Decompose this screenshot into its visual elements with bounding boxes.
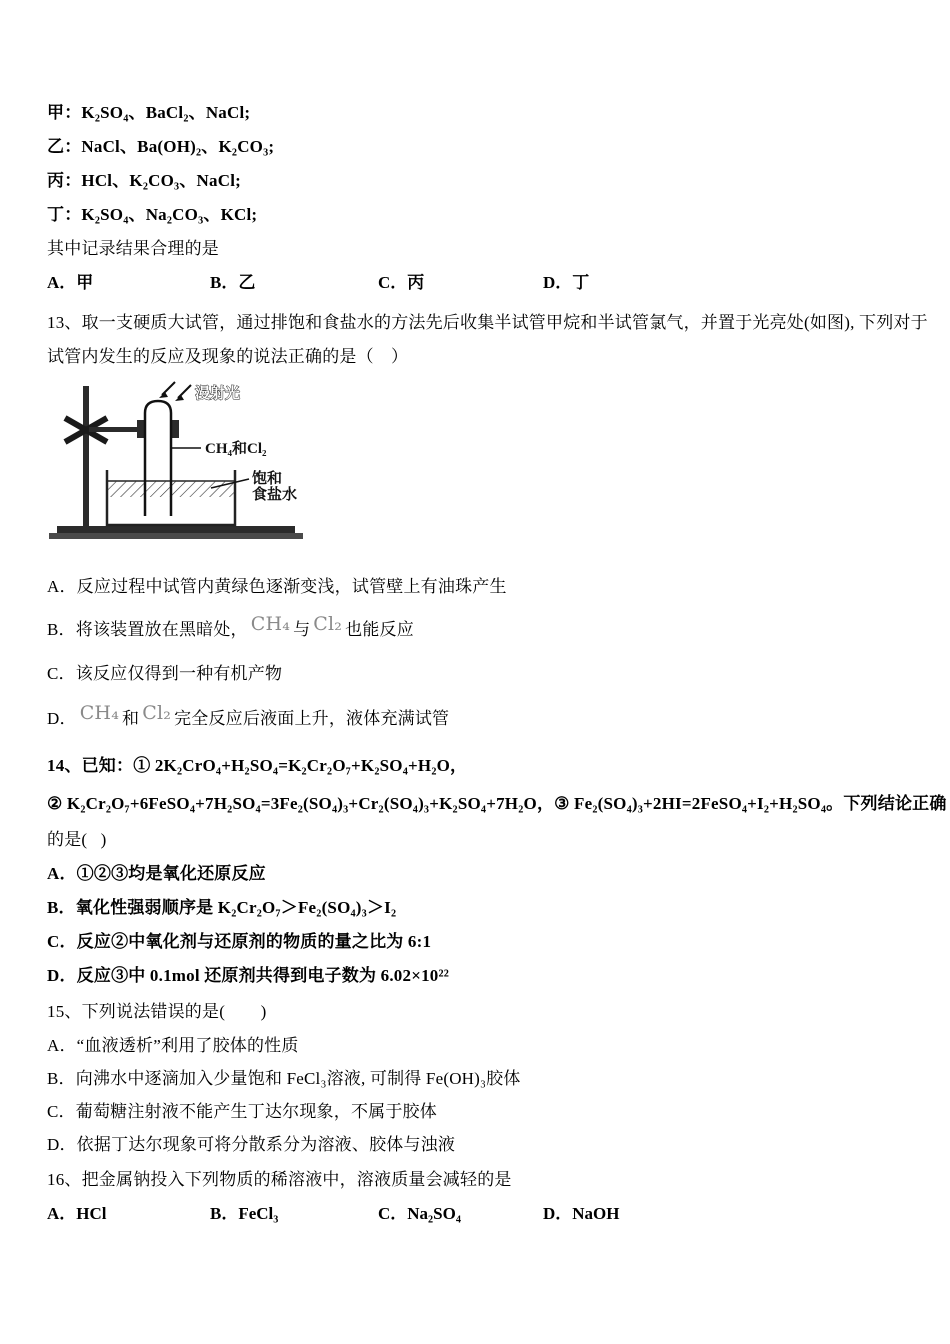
formula-cl2-2: Cl₂ [142, 702, 172, 724]
q14-option-a: A．①②③均是氧化还原反应 [47, 864, 266, 883]
q13-option-d-conj: 和 [122, 709, 140, 728]
q13-option-d-tail: 完全反应后液面上升，液体充满试管 [174, 709, 450, 728]
label-brine-line2: 食盐水 [252, 487, 298, 503]
q16-option-a: A．HCl [47, 1204, 107, 1223]
label-brine-line1: 饱和 [252, 471, 283, 487]
label-diffuse-light: 漫射光 [195, 386, 241, 402]
q12-option-d: D．丁 [543, 273, 590, 292]
q13-option-d [47, 696, 910, 741]
stand-base [57, 526, 295, 534]
q15-option-d: D．依据丁达尔现象可将分散系分为溶液、胶体与浊液 [47, 1135, 456, 1154]
formula-cl2: Cl₂ [313, 613, 343, 635]
label-gas-mixture: CH₄和Cl₂ [205, 441, 267, 457]
q13-option-c: C．该反应仅得到一种有机产物 [47, 664, 283, 683]
q14-option-c: C．反应②中氧化剂与还原剂的物质的量之比为 6:1 [47, 932, 432, 951]
q12-option-b: B．乙 [210, 273, 256, 292]
q15-option-c: C．葡萄糖注射液不能产生丁达尔现象，不属于胶体 [47, 1102, 437, 1121]
light-arrow-2 [178, 385, 191, 398]
q12-options-row [47, 266, 910, 300]
q13-option-b-tail: 也能反应 [345, 620, 414, 639]
mixture-line-bing: 丙：HCl、K₂CO₃、NaCl; [47, 171, 241, 190]
q13-option-b-conj: 与 [293, 620, 311, 639]
q16-option-d: D．NaOH [543, 1204, 620, 1223]
q13-stem-line1: 13、取一支硬质大试管，通过排饱和食盐水的方法先后收集半试管甲烷和半试管氯气，并置于光亮处(如图), 下列对于 [47, 313, 928, 332]
formula-ch4-2: CH₄ [79, 702, 120, 724]
q12-prompt: 其中记录结果合理的是 [47, 239, 219, 258]
apparatus-diagram [49, 380, 359, 552]
q15-option-a: A．“血液透析”利用了胶体的性质 [47, 1036, 299, 1055]
q12-option-c: C．丙 [378, 273, 425, 292]
clamp-arm [89, 427, 139, 432]
q16-stem: 16、把金属钠投入下列物质的稀溶液中，溶液质量会减轻的是 [47, 1170, 512, 1189]
q16-options-row [47, 1197, 910, 1231]
mixture-line-yi: 乙：NaCl、Ba(OH)₂、K₂CO₃; [47, 137, 275, 156]
stand-base-foot [49, 533, 303, 539]
q16-option-b: B．FeCl₃ [210, 1204, 279, 1223]
q13-option-d-text: D． [47, 709, 77, 728]
q13-option-b-text: B．将该装置放在黑暗处， [47, 620, 248, 639]
q13-option-a: A．反应过程中试管内黄绿色逐渐变浅，试管壁上有油珠产生 [47, 577, 507, 596]
q13-option-b [47, 607, 910, 652]
q14-option-d: D．反应③中 0.1mol 还原剂共得到电子数为 6.02×10²² [47, 966, 450, 985]
light-arrow-1 [162, 382, 175, 395]
stand-pole [83, 386, 89, 528]
q13-stem-line2: 试管内发生的反应及现象的说法正确的是（ ） [47, 347, 409, 366]
clamp-jaw-left [137, 420, 144, 438]
q16-option-c: C．Na₂SO₄ [378, 1204, 461, 1223]
clamp-jaw-right [172, 420, 179, 438]
q14-stem-line1: 14、已知：① 2K₂CrO₄+H₂SO₄=K₂Cr₂O₇+K₂SO₄+H₂O， [47, 756, 468, 775]
mixture-line-ding: 丁：K₂SO₄、Na₂CO₃、KCl; [47, 205, 258, 224]
q14-option-b: B．氧化性强弱顺序是 K₂Cr₂O₇＞Fe₂(SO₄)₃＞I₂ [47, 898, 397, 917]
q12-option-a: A．甲 [47, 273, 94, 292]
q15-option-b: B．向沸水中逐滴加入少量饱和 FeCl₃溶液, 可制得 Fe(OH)₃胶体 [47, 1069, 521, 1088]
q14-stem-line2: ② K₂Cr₂O₇+6FeSO₄+7H₂SO₄=3Fe₂(SO₄)₃+Cr₂(SO₄)₃+K₂SO₄+7H₂O，③ Fe₂(SO₄)₃+2HI=2FeSO₄+I₂+H₂SO₄。下列结论正确 [47, 794, 947, 813]
mixture-line-jia: 甲：K₂SO₄、BaCl₂、NaCl; [47, 103, 251, 122]
test-tube [145, 401, 171, 516]
formula-ch4: CH₄ [250, 613, 291, 635]
apparatus-figure [49, 380, 910, 557]
q14-stem-line3: 的是( ) [47, 830, 107, 849]
q15-stem: 15、下列说法错误的是( ) [47, 1002, 267, 1021]
